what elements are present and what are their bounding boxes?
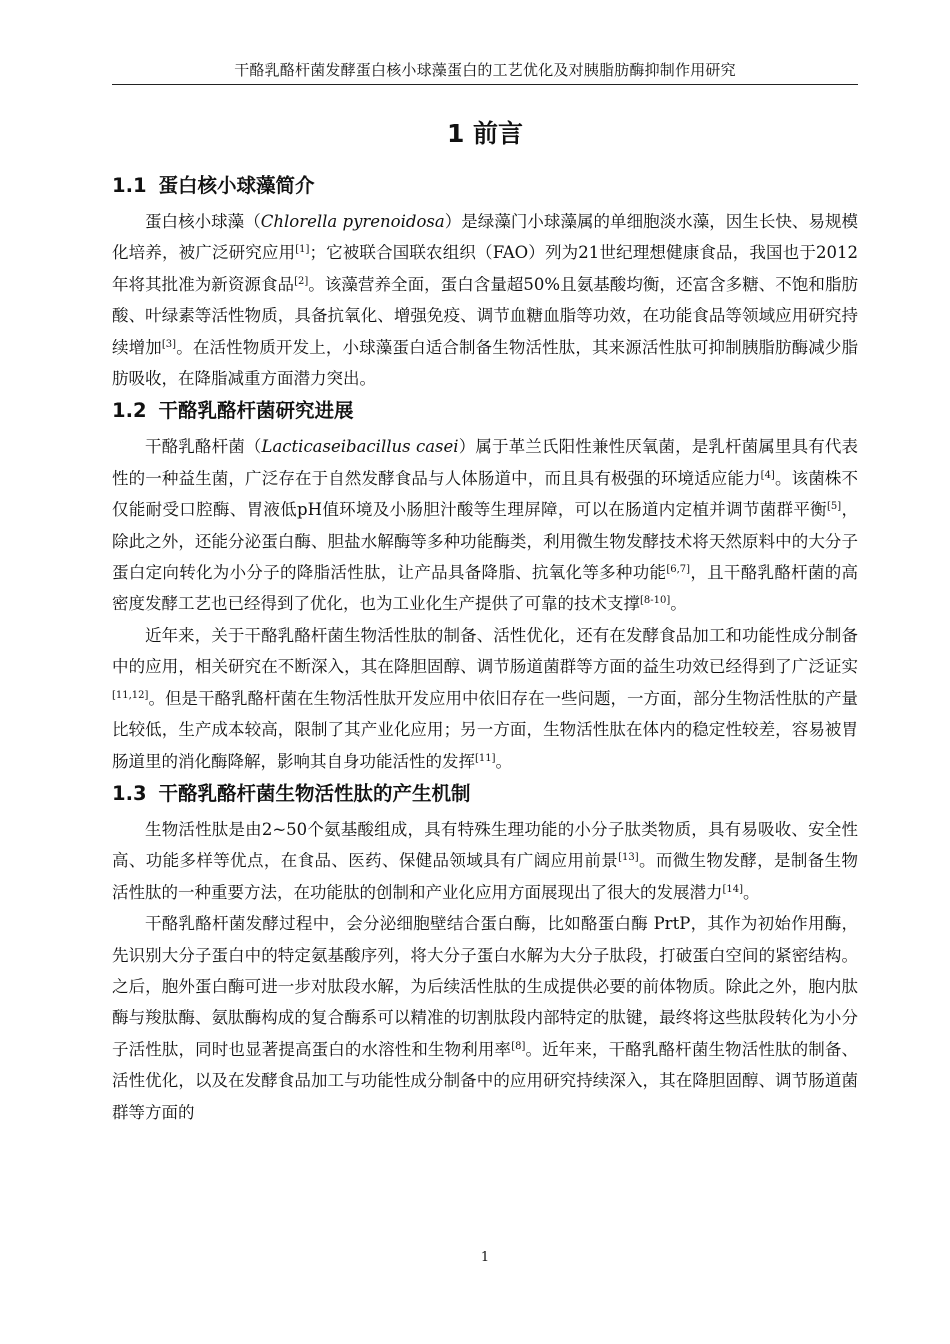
section-heading bbox=[112, 172, 858, 200]
section-heading bbox=[112, 780, 858, 808]
text-run: 。 bbox=[743, 882, 760, 902]
text-run: 。但是干酪乳酪杆菌在生物活性肽开发应用中依旧存在一些问题，一方面，部分生物活性肽的产量比较低，生产成本较高，限制了其产业化应用；另一方面，生物活性肽在体内的稳定性较差，容易被胃肠道里的消化酶降解，影响其自身功能活性的发挥 bbox=[112, 688, 858, 771]
header-rule bbox=[112, 84, 858, 85]
text-run: ，且干酪乳酪杆菌的高密度发酵工艺也已经得到了优化，也为工业化生产提供了可靠的技术支撑 bbox=[112, 563, 859, 614]
citation: [14] bbox=[722, 883, 744, 895]
text-run: ，除此之外，还能分泌蛋白酶、胆盐水解酶等多种功能酶类，利用微生物发酵技术将天然原料中的大分子蛋白定向转化为小分子的降脂活性肽，让产品具备降脂、抗氧化等多种功能 bbox=[112, 500, 859, 583]
citation: [8-10] bbox=[640, 595, 671, 607]
paragraph bbox=[112, 206, 858, 394]
text-run: 。该菌株不仅能耐受口腔酶、胃液低pH值环境及小肠胆汁酸等生理屏障，可以在肠道内定植并调节菌群平衡 bbox=[112, 468, 859, 520]
section-title: 干酪乳酪杆菌研究进展 bbox=[158, 399, 354, 423]
citation: [13] bbox=[618, 852, 639, 864]
section-title: 干酪乳酪杆菌生物活性肽的产生机制 bbox=[158, 781, 471, 805]
section-number: 1.1 bbox=[112, 174, 147, 197]
text-run: 。在活性物质开发上，小球藻蛋白适合制备生物活性肽，其来源活性肽可抑制胰脂肪酶减少脂肪吸收，在降脂减重方面潜力突出。 bbox=[112, 337, 859, 389]
text-run: 干酪乳酪杆菌发酵过程中，会分泌细胞壁结合蛋白酶，比如酪蛋白酶 PrtP，其作为初始作用酶，先识别大分子蛋白中的特定氨基酸序列，将大分子蛋白水解为大分子肽段，打破蛋白空间的紧密结构。之后，胞外蛋白酶可进一步对肽段水解，为后续活性肽的生成提供必要的前体物质。除此之外，胞内肽酶与羧肽酶、氨肽酶构成的复合酶系可以精准的切割肽段内部特定的肽键，最终将这些肽段转化为小分子活性肽，同时也显著提高蛋白的水溶性和生物利用率 bbox=[112, 914, 858, 1059]
text-run: 。该藻营养全面，蛋白含量超50%且氨基酸均衡，还富含多糖、不饱和脂肪酸、叶绿素等活性物质，具备抗氧化、增强免疫、调节血糖血脂等功效，在功能食品等领域应用研究持续增加 bbox=[112, 274, 859, 357]
citation: [11] bbox=[475, 752, 496, 764]
text-run: 。而微生物发酵，是制备生物活性肽的一种重要方法，在功能肽的创制和产业化应用方面展现出了很大的发展潜力 bbox=[112, 851, 859, 902]
section-number: 1.3 bbox=[112, 781, 147, 805]
chapter-title: 1 前言 bbox=[446, 119, 524, 148]
text-run: ；它被联合国联农组织（FAO）列为21世纪理想健康食品，我国也于2012年将其批准为新资源食品 bbox=[112, 243, 859, 294]
citation: [8] bbox=[511, 1040, 526, 1052]
citation: [4] bbox=[760, 469, 775, 481]
text-run: 蛋白核小球藻（ bbox=[145, 212, 261, 231]
citation: [11,12] bbox=[112, 689, 149, 701]
paragraph bbox=[112, 908, 858, 1128]
text-run: 。 bbox=[495, 751, 513, 771]
paragraph bbox=[112, 814, 858, 908]
species-name: Lacticaseibacillus casei bbox=[261, 437, 459, 457]
text-run: 生物活性肽是由2~50个氨基酸组成，具有特殊生理功能的小分子肽类物质，具有易吸收、安全性高、功能多样等优点，在食品、医药、保健品领域具有广阔应用前景 bbox=[112, 819, 858, 871]
text-run: 干酪乳酪杆菌（ bbox=[145, 437, 262, 457]
text-run: 。近年来，干酪乳酪杆菌生物活性肽的制备、活性优化，以及在发酵食品加工与功能性成分制备中的应用研究持续深入，其在降胆固醇、调节肠道菌群等方面的 bbox=[112, 1039, 859, 1122]
section-number: 1.2 bbox=[112, 399, 147, 423]
species-name: Chlorella pyrenoidosa bbox=[260, 212, 445, 231]
paragraph bbox=[112, 620, 858, 777]
section-title: 蛋白核小球藻简介 bbox=[158, 174, 315, 197]
text-run: ）属于革兰氏阳性兼性厌氧菌，是乳杆菌属里具有代表性的一种益生菌，广泛存在于自然发酵食品与人体肠道中，而且具有极强的环境适应能力 bbox=[112, 437, 858, 488]
citation: [3] bbox=[161, 338, 177, 350]
text-run: 。 bbox=[670, 594, 687, 614]
page-number: 1 bbox=[480, 1250, 490, 1265]
citation: [2] bbox=[294, 275, 309, 287]
citation: [6,7] bbox=[666, 564, 691, 576]
text-run: 近年来，关于干酪乳酪杆菌生物活性肽的制备、活性优化，还有在发酵食品加工和功能性成分制备中的应用，相关研究在不断深入，其在降胆固醇、调节肠道菌群等方面的益生功效已经得到了广泛证实 bbox=[112, 625, 858, 677]
citation: [1] bbox=[295, 244, 310, 256]
body-content bbox=[112, 172, 858, 1128]
section-heading bbox=[112, 397, 858, 425]
citation: [5] bbox=[827, 501, 842, 513]
paragraph bbox=[112, 431, 858, 619]
text-run: ）是绿藻门小球藻属的单细胞淡水藻，因生长快、易规模化培养，被广泛研究应用 bbox=[112, 212, 859, 263]
running-header: 干酪乳酪杆菌发酵蛋白核小球藻蛋白的工艺优化及对胰脂肪酶抑制作用研究 bbox=[234, 61, 736, 79]
